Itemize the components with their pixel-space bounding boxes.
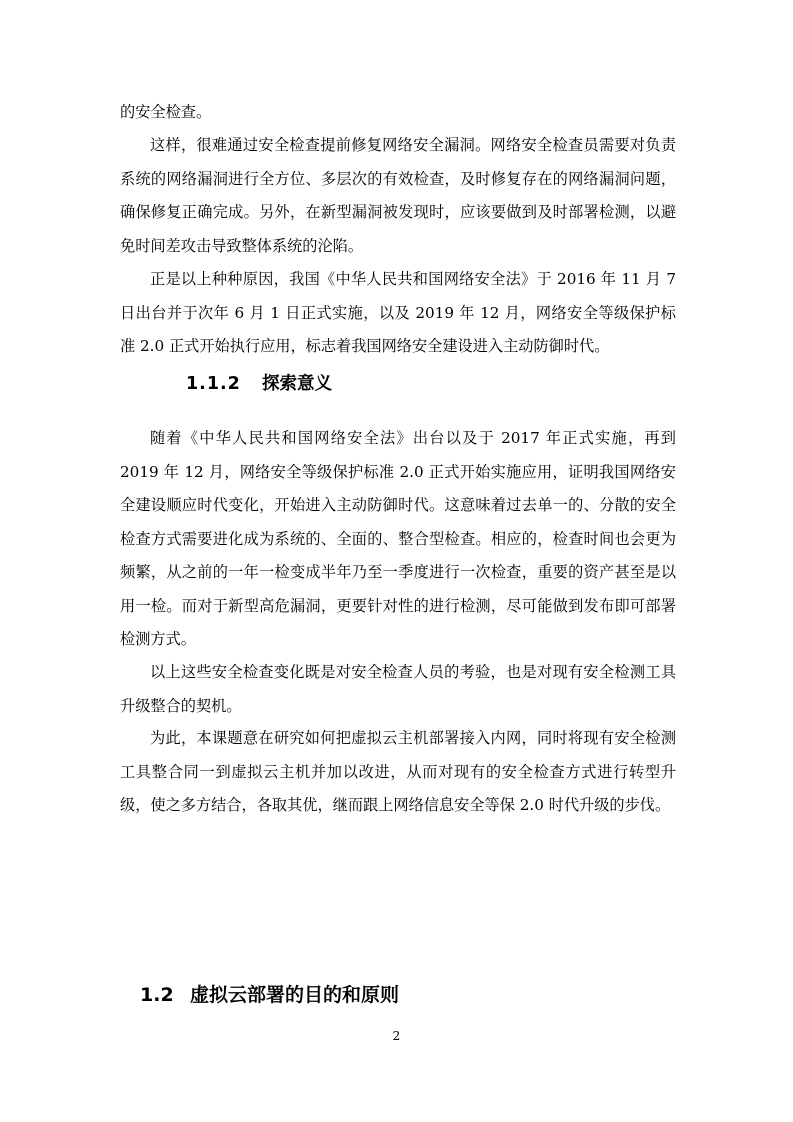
section-title: 探索意义 [262,374,332,394]
paragraph-exploration-significance: 随着《中华人民共和国网络安全法》出台以及于 2017 年正式实施，再到 2019 年 12 月，网络安全等级保护标准 2.0 正式开始实施应用，证明我国网络安全建设顺应时代变化，开始进入主动防御时代。这意味着过去单一的、分散的安全检查方式需要进化成为系统的、全面的、整合型检查。相应的，检查时间也会更为频繁，从之前的一年一检变成半年乃至一季度进行一次检查，重要的资产甚至是以用一检。而对于新型高危漏洞，更要针对性的进行检测，尽可能做到发布即可部署检测方式。 [120,429,676,648]
page-number: 2 [392,1029,401,1043]
section-heading-1-1-2 [186,370,332,395]
section-number: 1.2 [140,984,174,1006]
paragraph-cybersecurity-law: 正是以上种种原因，我国《中华人民共和国网络安全法》于 2016 年 11 月 7 日出台并于次年 6 月 1 日正式实施，以及 2019 年 12 月，网络安全等级保护标准 2.0 正式开始执行应用，标志着我国网络安全建设进入主动防御时代。 [120,270,676,355]
section-title: 虚拟云部署的目的和原则 [190,984,400,1006]
section-number: 1.1.2 [186,374,241,394]
paragraph-vulnerability-repair: 这样，很难通过安全检查提前修复网络安全漏洞。网络安全检查员需要对负责系统的网络漏洞进行全方位、多层次的有效检查，及时修复存在的网络漏洞问题，确保修复正确完成。另外，在新型漏洞被发现时，应该要做到及时部署检测，以避免时间差攻击导致整体系统的沦陷。 [120,136,676,255]
section-heading-1-2 [140,980,399,1007]
paragraph-continuation: 的安全检查。 [120,103,212,121]
paragraph-security-check-changes: 以上这些安全检查变化既是对安全检查人员的考验，也是对现有安全检测工具升级整合的契机。 [120,663,676,715]
paragraph-research-purpose: 为此，本课题意在研究如何把虚拟云主机部署接入内网，同时将现有安全检测工具整合同一到虚拟云主机并加以改进，从而对现有的安全检查方式进行转型升级，使之多方结合，各取其优，继而跟上网络信息安全等保 2.0 时代升级的步伐。 [120,729,676,814]
